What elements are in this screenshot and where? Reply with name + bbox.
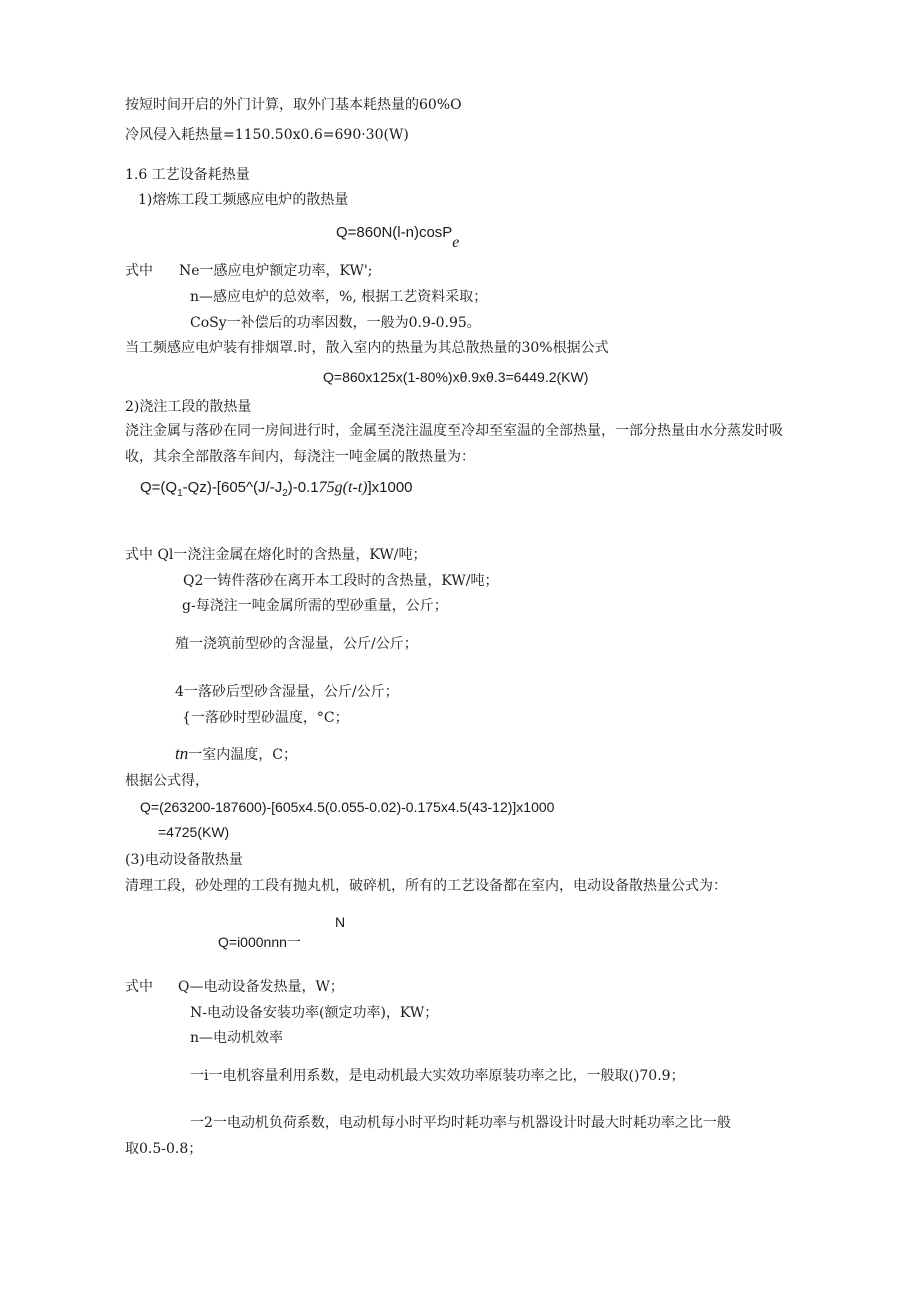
variable-definition: CoSy一补偿后的功率因数，一般为0.9-0.95。 — [190, 315, 481, 331]
variable-definition: Q—电动设备发热量，W； — [178, 979, 344, 995]
variable-definition: 一2一电动机负荷系数，电动机每小时平均时耗功率与机器设计时最大时耗功率之比一般 — [190, 1115, 731, 1131]
variable-definition: N-电动设备安装功率(额定功率)，KW； — [190, 1005, 439, 1021]
formula: Q=860x125x(1-80%)xθ.9xθ.3=6449.2(KW) — [323, 369, 589, 385]
section-heading: 1.6 工艺设备耗热量 — [125, 167, 250, 183]
subsection-heading: (3)电动设备散热量 — [125, 852, 243, 868]
variable-symbol: tn — [175, 744, 189, 763]
formula: Q=i000nnn一 — [218, 934, 301, 950]
formula-part: 75g(t-t) — [318, 479, 368, 496]
formula-subscript: 2 — [282, 488, 288, 499]
variable-definition: 4一落砂后型砂含湿量，公斤/公斤； — [175, 684, 399, 700]
formula — [140, 478, 413, 504]
formula-text: Q=860N(l-n)cosP — [336, 224, 453, 241]
variable-definition: g-每浇注一吨金属所需的型砂重量，公斤； — [182, 598, 448, 614]
variable-definition: Ne一感应电炉额定功率，KW'; — [179, 263, 373, 279]
formula-part: -Qz)-[605^(J/-J — [182, 479, 283, 496]
formula-numerator: N — [335, 914, 346, 930]
variable-definition: Q2一铸件落砂在离开本工段时的含热量，KW/吨； — [183, 573, 499, 589]
text-line: 清理工段，砂处理的工段有抛丸机，破碎机，所有的工艺设备都在室内，电动设备散热量公式为： — [125, 878, 727, 894]
formula-subscript: 1 — [177, 488, 183, 499]
where-label: 式中 — [125, 263, 153, 279]
formula-part: )-0.1 — [287, 479, 319, 496]
subsection-heading: 1)熔炼工段工频感应电炉的散热量 — [138, 192, 349, 208]
text-line: 根据公式得， — [125, 773, 209, 789]
variable-text: 一室内温度，C； — [188, 747, 297, 763]
variable-definition: 取0.5-0.8； — [125, 1141, 203, 1157]
variable-definition: 式中 Ql一浇注金属在熔化时的含热量，KW/吨； — [125, 547, 427, 563]
formula-subscript: e — [452, 234, 460, 251]
subsection-heading: 2)浇注工段的散热量 — [125, 399, 252, 415]
formula-part: Q=(Q — [140, 479, 178, 496]
variable-definition: 殖一浇筑前型砂的含湿量，公斤/公斤； — [175, 636, 418, 652]
variable-definition: n—感应电炉的总效率，%, 根据工艺资料采取； — [190, 289, 488, 305]
text-line: 冷风侵入耗热量=1150.50x0.6=690·30(W) — [125, 127, 409, 143]
where-label: 式中 — [125, 979, 153, 995]
text-line: 按短时间开启的外门计算，取外门基本耗热量的60%O — [125, 97, 462, 113]
formula — [336, 223, 460, 251]
variable-definition: {一落砂时型砂温度，°C； — [182, 710, 349, 726]
variable-definition — [175, 744, 297, 765]
paragraph: 浇注金属与落砂在同一房间进行时，金属至浇注温度至冷却至室温的全部热量，一部分热量由水分蒸发时吸收，其余全部散落车间内，每浇注一吨金属的散热量为： — [125, 423, 783, 465]
formula: =4725(KW) — [158, 824, 230, 840]
formula: Q=(263200-187600)-[605x4.5(0.055-0.02)-0.175x4.5(43-12)]x1000 — [140, 799, 555, 815]
variable-definition: n—电动机效率 — [190, 1030, 284, 1046]
formula-part: ]x1000 — [367, 479, 413, 496]
text-line: 当工频感应电炉装有排烟罩.时，散入室内的热量为其总散热量的30%根据公式 — [125, 340, 609, 356]
variable-definition: 一i一电机容量利用系数，是电动机最大实效功率原装功率之比，一般取()70.9； — [190, 1068, 685, 1084]
